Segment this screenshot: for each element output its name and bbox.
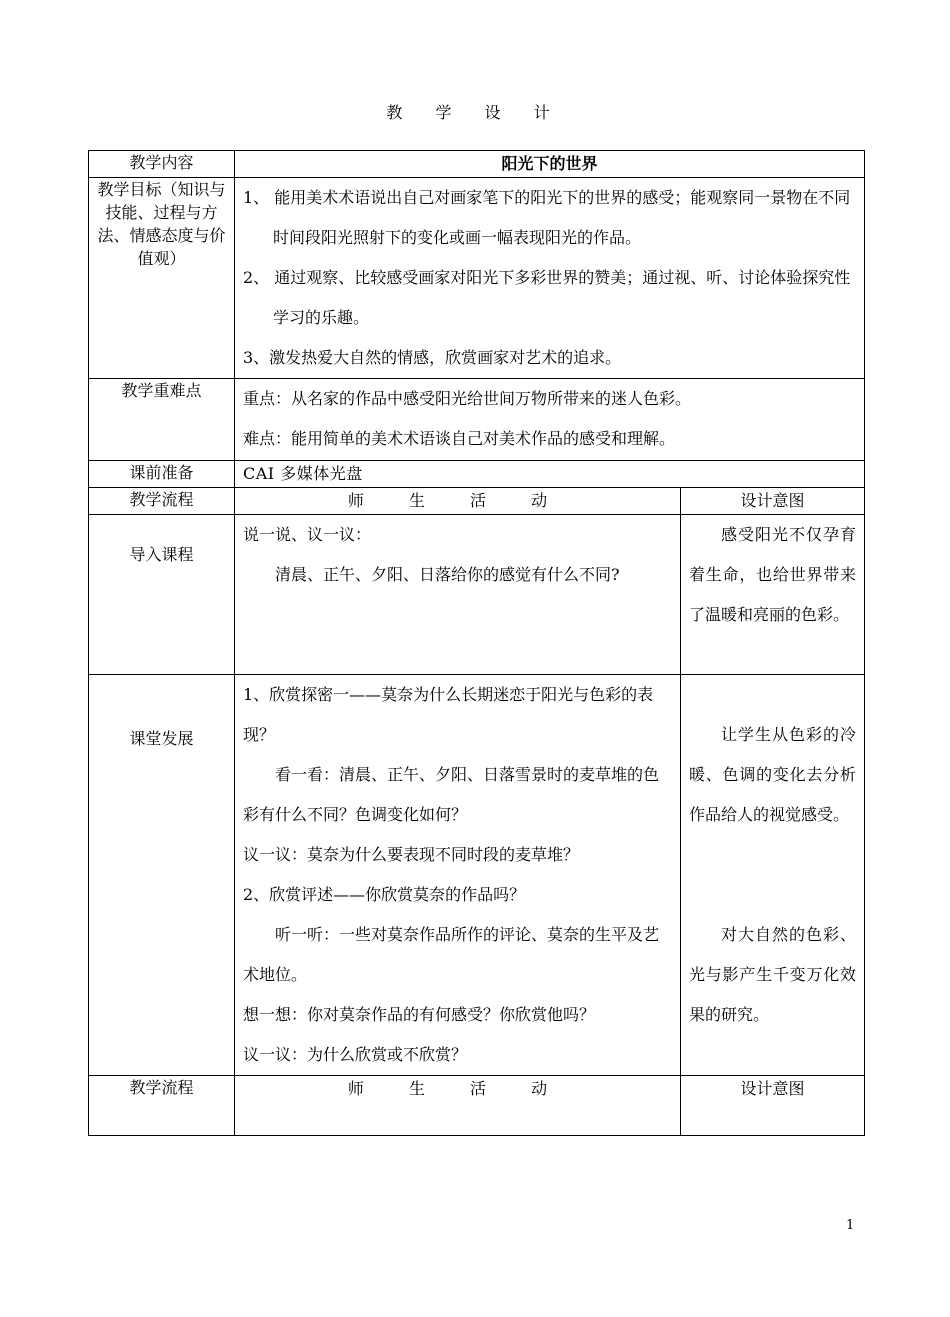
goal-item: 1、 能用美术术语说出自己对画家笔下的阳光下的世界的感受；能观察同一景物在不同时间段阳光照射下的变化或画一幅表现阳光的作品。 [243, 188, 851, 247]
keypoints-label: 教学重难点 [89, 379, 235, 461]
activity-line: 2、欣赏评述——你欣赏莫奈的作品吗？ [243, 885, 526, 904]
activity-line: 听一听：一些对莫奈作品所作的评论、莫奈的生平及艺术地位。 [243, 925, 660, 984]
row-prep [89, 461, 865, 488]
content-value: 阳光下的世界 [235, 151, 865, 178]
intro-activity-cell [235, 515, 681, 675]
intent-item: 对大自然的色彩、光与影产生千变万化效果的研究。 [689, 925, 857, 1024]
activity-line: 议一议：为什么欣赏或不欣赏？ [243, 1045, 468, 1064]
flow-process-header: 教学流程 [89, 488, 235, 515]
flow-activity-header: 师 生 活 动 [235, 1076, 681, 1136]
row-development [89, 675, 865, 1076]
flow-process-header: 教学流程 [89, 1076, 235, 1136]
row-goals [89, 178, 865, 379]
activity-line: 想一想：你对莫奈作品的有何感受？你欣赏他吗？ [243, 1005, 596, 1024]
intent-spacer [689, 835, 856, 915]
goal-item: 3、激发热爱大自然的情感，欣赏画家对艺术的追求。 [243, 348, 622, 367]
development-intent-cell [681, 675, 865, 1076]
page-number: 1 [846, 1218, 855, 1233]
row-flow-header [89, 488, 865, 515]
row-keypoints [89, 379, 865, 461]
intro-intent: 感受阳光不仅孕育着生命，也给世界带来了温暖和亮丽的色彩。 [681, 515, 865, 675]
content-label: 教学内容 [89, 151, 235, 178]
intent-item: 让学生从色彩的冷暖、色调的变化去分析作品给人的视觉感受。 [689, 725, 857, 824]
flow-intent-header: 设计意图 [681, 1076, 865, 1136]
flow-intent-header: 设计意图 [681, 488, 865, 515]
activity-line: 说一说、议一议： [243, 525, 372, 544]
activity-line: 清晨、正午、夕阳、日落给你的感觉有什么不同? [275, 565, 620, 584]
development-label: 课堂发展 [89, 675, 235, 1076]
development-activity-cell [235, 675, 681, 1076]
row-intro [89, 515, 865, 675]
goals-label: 教学目标（知识与技能、过程与方法、情感态度与价值观） [89, 178, 235, 379]
intro-label: 导入课程 [89, 515, 235, 675]
difficult-point: 难点：能用简单的美术术语谈自己对美术作品的感受和理解。 [243, 429, 676, 448]
prep-label: 课前准备 [89, 461, 235, 488]
row-flow-header-repeat [89, 1076, 865, 1136]
activity-line: 议一议：莫奈为什么要表现不同时段的麦草堆？ [243, 845, 580, 864]
keypoints-cell [235, 379, 865, 461]
page-title: 教 学 设 计 [386, 103, 564, 122]
goal-item: 2、 通过观察、比较感受画家对阳光下多彩世界的赞美；通过视、听、讨论体验探究性学习的乐趣。 [243, 268, 851, 327]
flow-activity-header: 师 生 活 动 [235, 488, 681, 515]
row-content [89, 151, 865, 178]
lesson-design-table [88, 150, 865, 1136]
activity-line: 1、欣赏探密一——莫奈为什么长期迷恋于阳光与色彩的表现？ [243, 685, 654, 744]
prep-value: CAI 多媒体光盘 [235, 461, 865, 488]
goals-cell [235, 178, 865, 379]
key-point: 重点：从名家的作品中感受阳光给世间万物所带来的迷人色彩。 [243, 389, 692, 408]
activity-line: 看一看：清晨、正午、夕阳、日落雪景时的麦草堆的色彩有什么不同？色调变化如何？ [243, 765, 660, 824]
